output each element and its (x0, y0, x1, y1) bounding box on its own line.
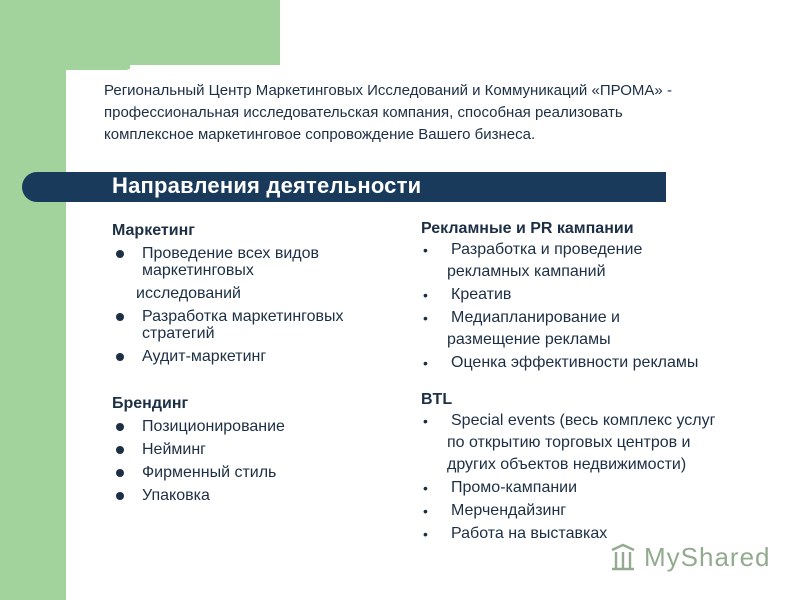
list-item-continuation: других объектов недвижимости) (447, 456, 687, 473)
intro-text (104, 80, 794, 146)
list-item-text: Промо-кампании (451, 479, 578, 496)
list-item-text: Оценка эффективности рекламы (451, 354, 699, 371)
ads-heading: Рекламные и PR кампании (421, 220, 634, 237)
marketing-list (112, 245, 392, 365)
list-item: Позиционирование (112, 418, 392, 435)
list-item-text: Разработка и проведение (451, 241, 643, 258)
green-side-strip (0, 0, 66, 600)
branding-heading: Брендинг (112, 395, 189, 412)
list-item-continuation: рекламных кампаний (447, 263, 606, 280)
intro-line: комплексное маркетинговое сопровождение Вашего бизнеса. (104, 126, 536, 143)
list-item-text: Креатив (451, 286, 512, 303)
list-item: Упаковка (112, 487, 392, 504)
list-item (112, 245, 392, 302)
list-item-continuation: размещение рекламы (447, 331, 611, 348)
list-item (421, 477, 781, 499)
list-item (421, 284, 781, 306)
list-item: Нейминг (112, 441, 392, 458)
list-item (421, 239, 781, 283)
list-item-text: Special events (весь комплекс услуг (451, 412, 716, 429)
list-item-text: Мерчендайзинг (451, 502, 567, 519)
green-top-corner (66, 0, 280, 70)
list-item-text: Проведение всех видов маркетинговых (142, 245, 319, 279)
marketing-heading: Маркетинг (112, 222, 195, 239)
list-item (421, 410, 781, 476)
btl-heading: BTL (421, 391, 453, 408)
list-item (421, 500, 781, 522)
section-title: Направления деятельности (112, 173, 422, 198)
list-item: Фирменный стиль (112, 464, 392, 481)
myshared-logo-icon (608, 542, 638, 572)
list-item (112, 308, 392, 342)
right-column (421, 218, 781, 546)
list-item-text: Работа на выставках (451, 525, 608, 542)
intro-line: профессиональная исследовательская компания, способная реализовать (104, 104, 623, 121)
list-item-continuation: по открытию торговых центров и (447, 434, 691, 451)
ads-list (421, 239, 781, 374)
list-item (421, 352, 781, 374)
left-column (112, 220, 392, 510)
intro-line: Региональный Центр Маркетинговых Исследований и Коммуникаций «ПРОМА» - (104, 82, 672, 99)
list-item-text: Медиапланирование и (451, 309, 620, 326)
list-item-text: Разработка маркетинговых стратегий (142, 308, 344, 342)
watermark-text: MyShared (644, 541, 771, 572)
branding-list (112, 418, 392, 504)
list-item (112, 348, 392, 365)
list-item-text: Аудит-маркетинг (142, 348, 267, 365)
btl-list (421, 410, 781, 545)
list-item (421, 307, 781, 351)
list-item-continuation: исследований (136, 285, 241, 302)
watermark (608, 540, 771, 574)
